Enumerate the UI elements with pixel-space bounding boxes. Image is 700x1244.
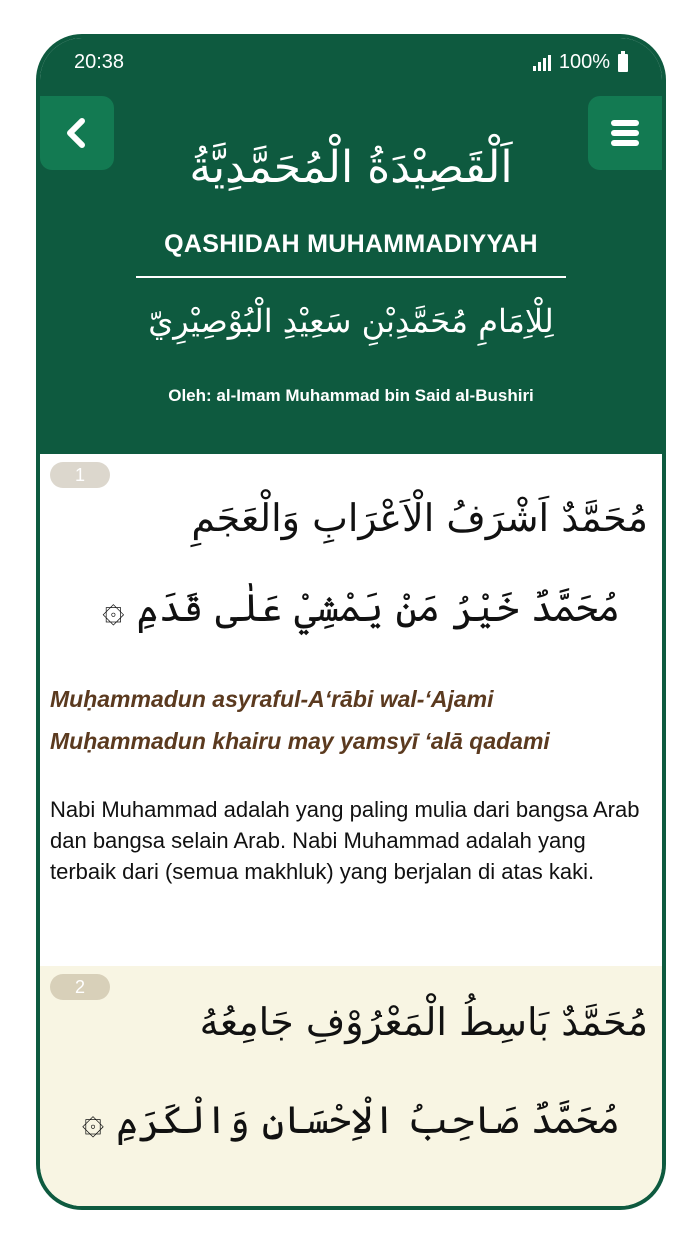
verse-arabic-line-2: مُحَمَّدٌ صَاحِبُ الْاِحْسَانِ وَالْكَرَمِ ۞	[81, 1098, 620, 1142]
verse-transliteration-line-1: Muḥammadun asyraful-A‘rābi wal-‘Ajami	[50, 686, 494, 712]
verse-number-badge: 2	[50, 974, 110, 1000]
verse-arabic-line-1: مُحَمَّدٌ اَشْرَفُ الْاَعْرَابِ وَالْعَجَمِ	[191, 496, 648, 540]
app-screen	[40, 38, 662, 1206]
verse-arabic-line-1: مُحَمَّدٌ بَاسِطُ الْمَعْرُوْفِ جَامِعُهُ	[199, 1000, 648, 1044]
verse-translation: Nabi Muhammad adalah yang paling mulia dari bangsa Arab dan bangsa selain Arab. Nabi Muhammad adalah yang terbaik dari (semua makhluk) yang berjalan di atas kaki.	[50, 797, 640, 884]
status-bar	[40, 38, 662, 94]
phone-frame	[36, 34, 666, 1210]
status-right	[533, 51, 628, 74]
battery-percent: 100%	[558, 51, 610, 73]
verse-transliteration-line-2: Muḥammadun khairu may yamsyī ‘alā qadami	[50, 728, 550, 754]
verse-item	[40, 966, 662, 1206]
battery-icon	[618, 54, 628, 72]
title-arabic: اَلْقَصِيْدَةُ الْمُحَمَّدِيَّةُ	[189, 142, 513, 193]
author-arabic: لِلْاِمَامِ مُحَمَّدِبْنِ سَعِيْدِ الْبُوْصِيْرِيّ	[148, 302, 554, 340]
signal-icon	[533, 55, 551, 71]
verse-item	[40, 454, 662, 966]
header	[40, 38, 662, 454]
verse-number-badge: 1	[50, 462, 110, 488]
title-latin: QASHIDAH MUHAMMADIYYAH	[164, 230, 538, 258]
status-time: 20:38	[74, 51, 125, 73]
author-latin: Oleh: al-Imam Muhammad bin Said al-Bushiri	[168, 386, 534, 405]
verse-list[interactable]	[40, 454, 662, 1206]
verse-arabic-line-2: مُحَمَّدٌ خَيْرُ مَنْ يَمْشِيْ عَلٰى قَدَمِ ۞	[102, 586, 620, 630]
header-divider	[136, 276, 566, 278]
